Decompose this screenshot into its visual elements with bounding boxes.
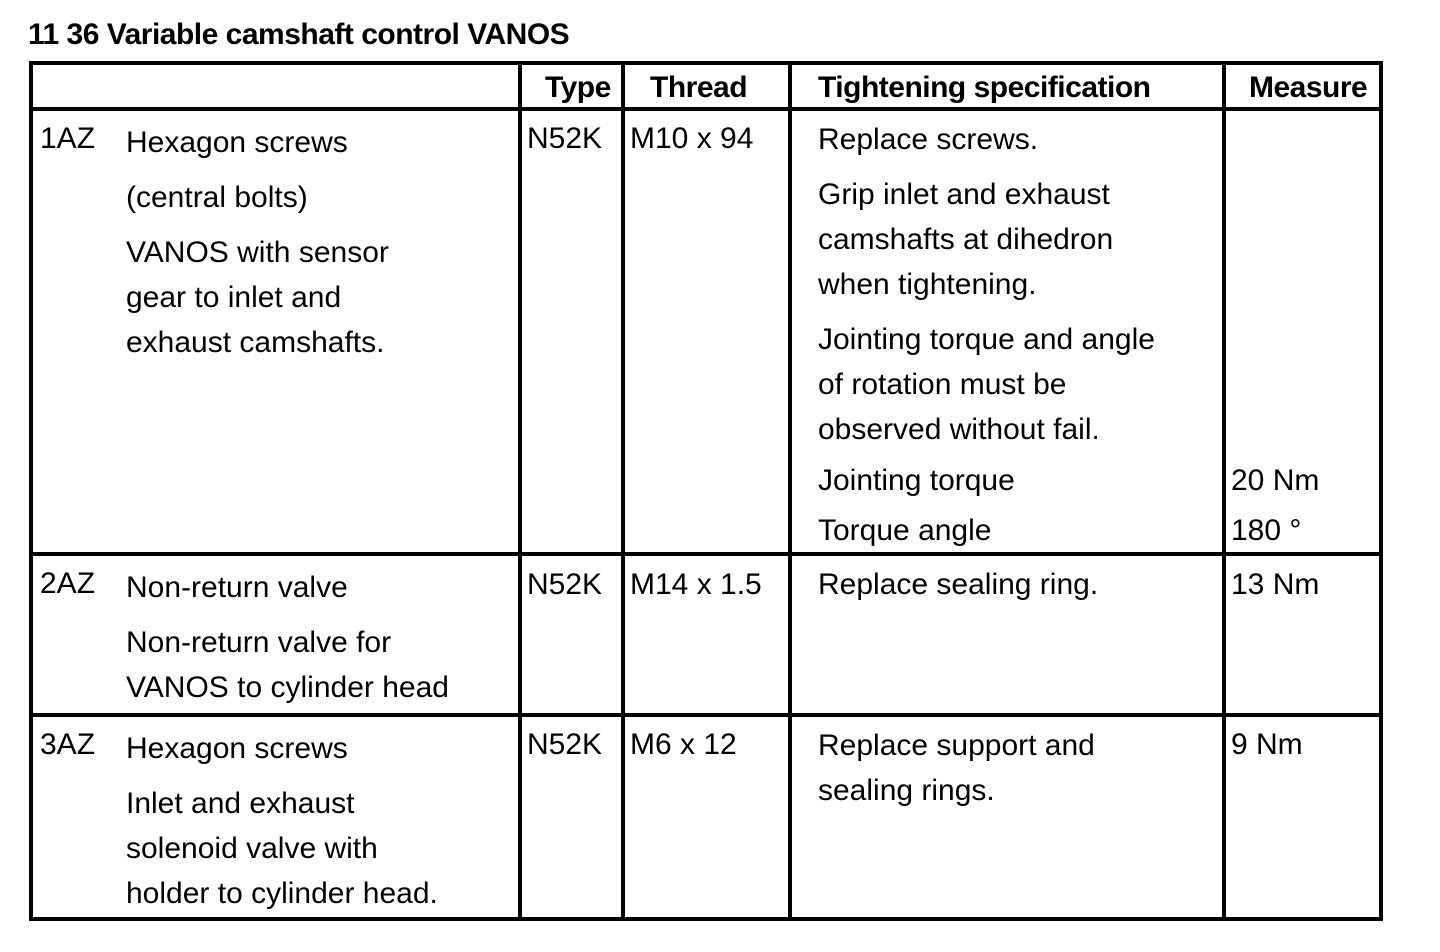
row-thread: M6 x 12	[630, 728, 737, 761]
row-description: Hexagon screws Inlet and exhaust solenoid valve with holder to cylinder head.	[126, 732, 438, 910]
row-description: Hexagon screws (central bolts) VANOS with sensor gear to inlet and exhaust camshafts.	[126, 126, 389, 359]
header-measure: Measure	[1249, 71, 1368, 104]
row-id: 3AZ	[40, 728, 96, 761]
row-specification: Replace screws. Grip inlet and exhaust camshafts at dihedron when tightening. Jointing torque and angle of rotation must be observed without fail. Jointing torque Torque angle	[818, 123, 1155, 547]
row-id: 1AZ	[40, 122, 96, 155]
row-divider	[29, 552, 1383, 556]
row-divider	[29, 713, 1383, 717]
column-divider	[621, 61, 625, 921]
row-type: N52K	[527, 122, 603, 155]
row-specification: Replace support and sealing rings.	[818, 729, 1095, 807]
row-specification: Replace sealing ring.	[818, 568, 1099, 601]
column-divider	[1222, 61, 1226, 921]
row-measure: 13 Nm	[1231, 568, 1320, 601]
row-thread: M10 x 94	[630, 122, 754, 155]
row-id: 2AZ	[40, 567, 96, 600]
header-type: Type	[545, 71, 611, 104]
document-title: 11 36 Variable camshaft control VANOS	[28, 18, 570, 51]
row-thread: M14 x 1.5	[630, 568, 762, 601]
column-divider	[788, 61, 792, 921]
row-type: N52K	[527, 568, 603, 601]
row-type: N52K	[527, 728, 603, 761]
column-divider	[518, 61, 522, 921]
header-divider	[29, 107, 1383, 111]
header-thread: Thread	[650, 71, 748, 104]
row-measure: 9 Nm	[1231, 728, 1303, 761]
row-measure: 20 Nm 180 °	[1231, 464, 1320, 547]
row-description: Non-return valve Non-return valve for VANOS to cylinder head	[126, 571, 449, 704]
header-tightening-specification: Tightening specification	[818, 71, 1151, 104]
